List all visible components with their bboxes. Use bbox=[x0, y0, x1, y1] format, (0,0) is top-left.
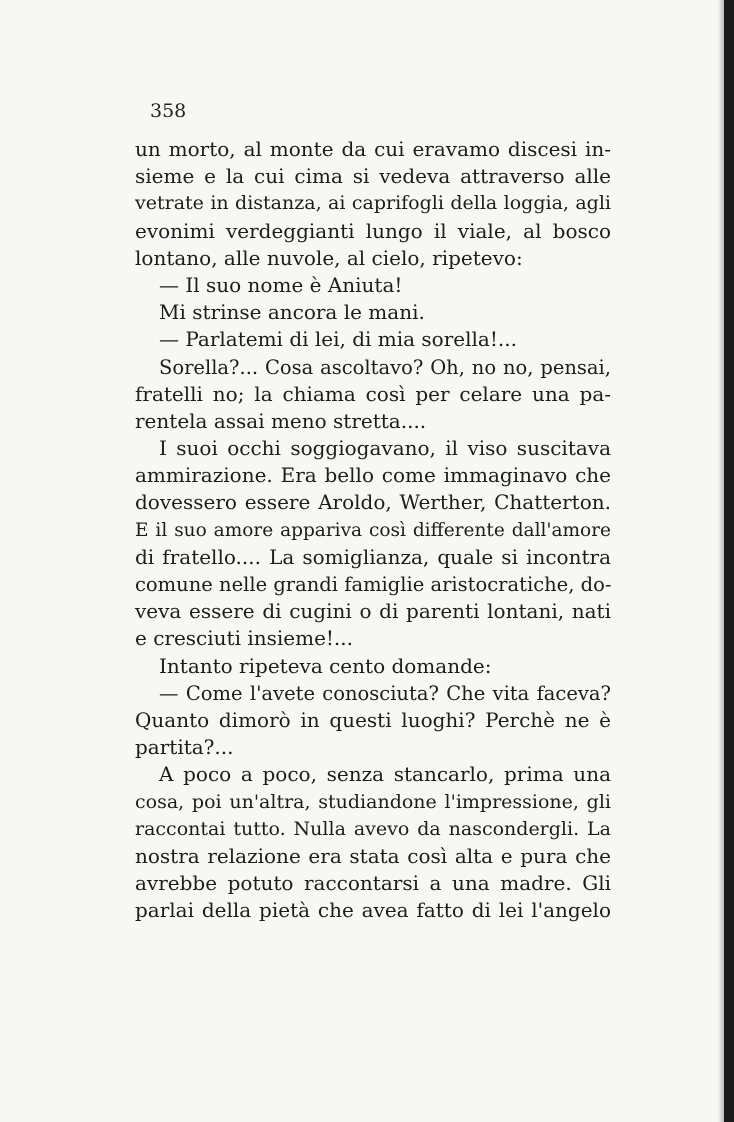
text-line: nostra relazione era stata così alta e pura che bbox=[135, 843, 611, 868]
binding-edge bbox=[724, 0, 734, 1122]
body-text bbox=[135, 136, 611, 924]
page-number: 358 bbox=[150, 100, 187, 122]
text-line: I suoi occhi soggiogavano, il viso suscitava bbox=[159, 436, 611, 461]
text-line: veva essere di cugini o di parenti lontani, nati bbox=[135, 599, 611, 624]
text-line: Intanto ripeteva cento domande: bbox=[159, 653, 492, 678]
text-line: avrebbe potuto raccontarsi a una madre. Gli bbox=[135, 871, 611, 896]
text-line: parlai della pietà che avea fatto di lei l'angelo bbox=[135, 898, 611, 923]
text-line: ammirazione. Era bello come immaginavo che bbox=[135, 463, 611, 488]
text-line: lontano, alle nuvole, al cielo, ripetevo: bbox=[135, 245, 523, 270]
text-line: — Parlatemi di lei, di mia sorella!... bbox=[159, 327, 517, 352]
text-line: evonimi verdeggianti lungo il viale, al bosco bbox=[135, 218, 611, 243]
text-line: Mi strinse ancora le mani. bbox=[159, 300, 425, 325]
text-line: A poco a poco, senza stancarlo, prima una bbox=[159, 762, 611, 787]
text-line: comune nelle grandi famiglie aristocratiche, do- bbox=[135, 573, 612, 596]
text-line: un morto, al monte da cui eravamo discesi in- bbox=[135, 137, 611, 161]
text-line: dovessero essere Aroldo, Werther, Chatterton. bbox=[135, 490, 611, 515]
text-line: rentela assai meno stretta.... bbox=[135, 408, 427, 433]
text-line: E il suo amore appariva così differente dall'amore bbox=[135, 519, 611, 541]
text-line: Quanto dimorò in questi luoghi? Perchè ne è bbox=[135, 707, 611, 732]
text-line: — Come l'avete conosciuta? Che vita faceva? bbox=[159, 681, 611, 705]
text-line: sieme e la cui cima si vedeva attraverso alle bbox=[135, 164, 611, 189]
text-line: partita?... bbox=[135, 735, 234, 760]
text-line: fratelli no; la chiama così per celare una pa- bbox=[135, 381, 611, 406]
text-line: raccontai tutto. Nulla avevo da nascondergli. La bbox=[135, 817, 611, 840]
text-line: e cresciuti insieme!... bbox=[135, 626, 354, 651]
text-line: di fratello.... La somiglianza, quale si incontra bbox=[135, 544, 611, 569]
text-line: vetrate in distanza, ai caprifogli della loggia, agli bbox=[135, 192, 611, 215]
text-line: cosa, poi un'altra, studiandone l'impressione, gli bbox=[135, 790, 611, 813]
text-line: — Il suo nome è Aniuta! bbox=[159, 272, 403, 297]
text-line: Sorella?... Cosa ascoltavo? Oh, no no, pensai, bbox=[159, 355, 611, 379]
